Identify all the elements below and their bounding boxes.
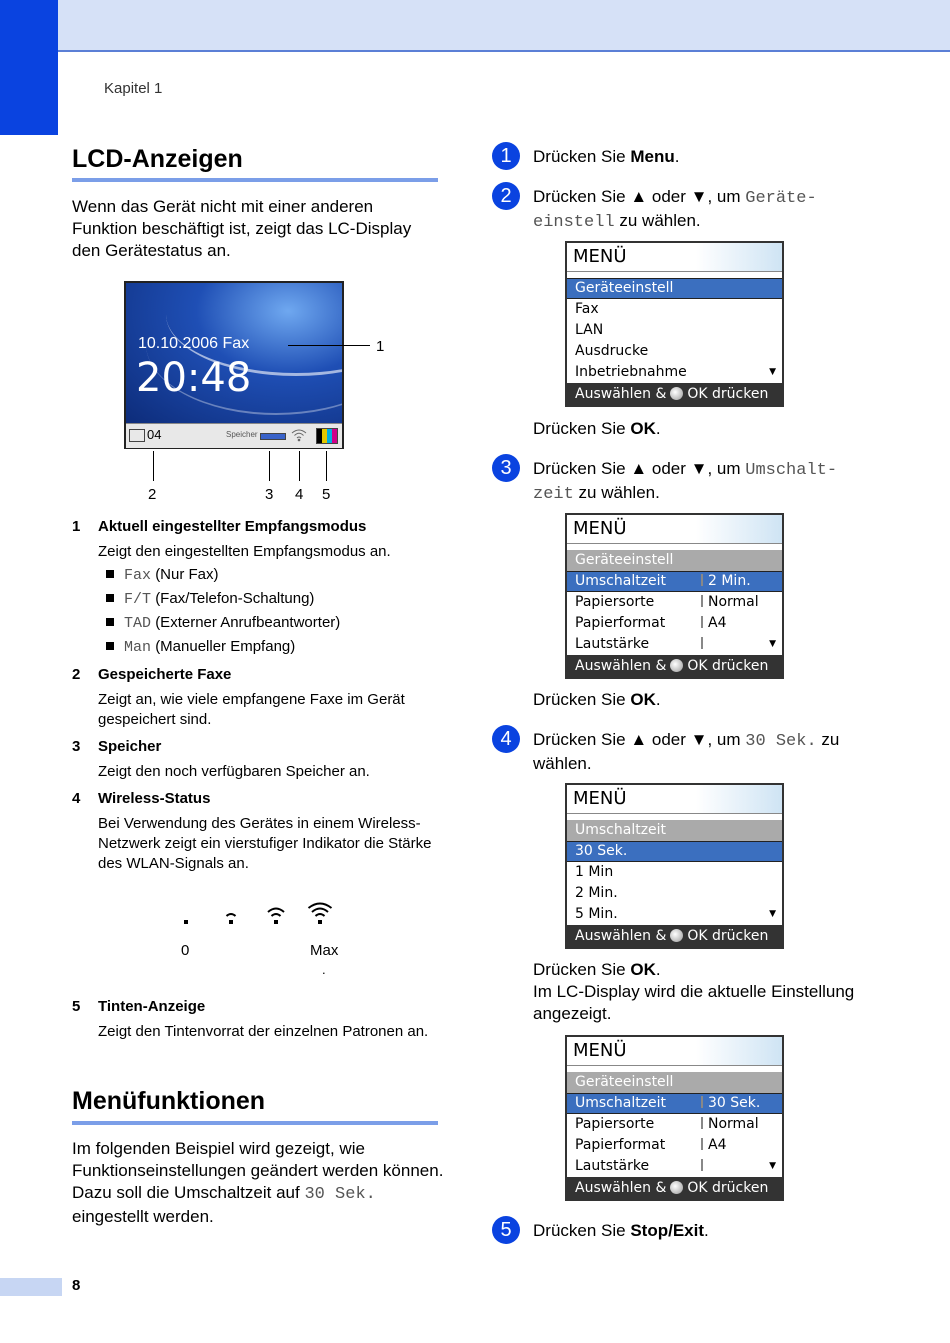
item-title: Speicher — [98, 738, 162, 755]
item-title: Wireless-Status — [98, 790, 211, 807]
lcd-menu-row: Inbetriebnahme ▼ — [567, 362, 782, 383]
lcd-footer: Auswählen & OK drücken — [567, 925, 782, 947]
callout-2: 2 — [148, 486, 157, 503]
callout-3: 3 — [265, 486, 274, 503]
lcd-footer: Auswählen & OK drücken — [567, 383, 782, 405]
lcd-menu-title: MENÜ — [567, 1037, 782, 1066]
scroll-down-icon: ▼ — [769, 639, 776, 649]
press-ok-1: Drücken Sie OK. — [533, 419, 661, 438]
section-title-menu: Menüfunktionen — [72, 1087, 266, 1115]
section-title-lcd: LCD-Anzeigen — [72, 145, 243, 173]
lcd-menu-heading: Geräteeinstell — [567, 550, 782, 571]
lcd-menu-row: Ausdrucke — [575, 343, 649, 359]
item-number: 1 — [72, 518, 81, 535]
item-number: 4 — [72, 790, 81, 807]
lcd-intro: Wenn das Gerät nicht mit einer anderen Funktion beschäftigt ist, zeigt das LC-Display den Gerätestatus an. — [72, 197, 412, 260]
item-number: 2 — [72, 666, 81, 683]
lcd-display — [124, 281, 344, 449]
lcd-menu-row: 2 Min. — [575, 885, 618, 901]
title-rule — [72, 1121, 438, 1125]
item-title: Aktuell eingestellter Empfangsmodus — [98, 518, 367, 535]
lcd-menu-row: Papiersorte Normal — [567, 592, 782, 613]
lcd-date-mode: 10.10.2006 Fax — [138, 335, 250, 352]
memory-label: Speicher — [226, 430, 258, 439]
item-desc: Zeigt den Tintenvorrat der einzelnen Patronen an. — [98, 1023, 429, 1040]
ink-icon — [316, 428, 338, 444]
lcd-menu-row-selected: 30 Sek. — [567, 841, 782, 862]
step-5-text: Drücken Sie Stop/Exit. — [533, 1221, 709, 1240]
current-setting-note: Im LC-Display wird die aktuelle Einstellung angezeigt. — [533, 982, 855, 1023]
bullet-man: Man (Manueller Empfang) — [106, 638, 295, 656]
item-title: Gespeicherte Faxe — [98, 666, 232, 683]
lcd-footer: Auswählen & OK drücken — [567, 655, 782, 677]
ok-button-icon — [670, 1181, 683, 1194]
scroll-down-icon: ▼ — [769, 909, 776, 919]
step-number-3: 3 — [492, 454, 520, 482]
step-number-2: 2 — [492, 182, 520, 210]
page-number: 8 — [72, 1277, 81, 1294]
lcd-menu-row: Papierformat A4 — [567, 1135, 782, 1156]
chapter-tab — [0, 0, 58, 135]
page-number-bar — [0, 1278, 62, 1296]
scroll-down-icon: ▼ — [769, 1161, 776, 1171]
lcd-wallpaper — [126, 283, 342, 423]
lcd-menu-row: LAN — [575, 322, 604, 338]
signal-dot: . — [322, 962, 326, 977]
lcd-menu-screen-3 — [565, 783, 784, 949]
item-desc: Bei Verwendung des Gerätes in einem Wireless-Netzwerk zeigt ein vierstufiger Indikator die Stärke des WLAN-Signals an. — [98, 815, 432, 872]
lcd-status-bar — [126, 423, 342, 448]
item-desc: Zeigt den eingestellten Empfangsmodus an. — [98, 543, 391, 560]
item-title: Tinten-Anzeige — [98, 998, 206, 1015]
step-4-text: Drücken Sie ▲ oder ▼, um 30 Sek. zu wählen. — [533, 730, 840, 773]
signal-level-icons — [178, 900, 348, 933]
ok-button-icon — [670, 387, 683, 400]
item-number: 3 — [72, 738, 81, 755]
menu-intro: Im folgenden Beispiel wird gezeigt, wie Funktionseinstellungen geändert werden können. Dazu soll die Umschaltzeit auf 30 Sek. eingestellt werden. — [72, 1139, 444, 1226]
callout-1: 1 — [376, 338, 385, 355]
callout-line-2 — [153, 451, 154, 481]
item-desc: Zeigt an, wie viele empfangene Faxe im Gerät gespeichert sind. — [98, 691, 405, 728]
step-number-4: 4 — [492, 725, 520, 753]
lcd-menu-screen-1 — [565, 241, 784, 407]
scroll-down-icon: ▼ — [769, 367, 776, 377]
lcd-menu-row: Lautstärke ▼ — [567, 1156, 782, 1177]
header-bar — [58, 0, 950, 52]
callout-line-1 — [288, 345, 370, 346]
memory-bar-icon — [260, 433, 286, 440]
step-1-text: Drücken Sie Menu. — [533, 147, 680, 166]
lcd-menu-row: 1 Min — [575, 864, 614, 880]
lcd-footer: Auswählen & OK drücken — [567, 1177, 782, 1199]
step-number-1: 1 — [492, 142, 520, 170]
lcd-menu-row: 5 Min. ▼ — [567, 904, 782, 925]
lcd-menu-row: Lautstärke ▼ — [567, 634, 782, 655]
lcd-menu-screen-4 — [565, 1035, 784, 1201]
press-ok-3: Drücken Sie OK. — [533, 960, 661, 979]
callout-line-4 — [299, 451, 300, 481]
title-rule — [72, 178, 438, 182]
lcd-menu-row: Fax — [575, 301, 599, 317]
step-number-5: 5 — [492, 1216, 520, 1244]
fax-memory-icon — [129, 429, 145, 442]
signal-min-label: 0 — [181, 942, 190, 959]
lcd-menu-title: MENÜ — [567, 785, 782, 814]
lcd-menu-row-selected: Geräteeinstell — [567, 278, 782, 299]
step-3-text: Drücken Sie ▲ oder ▼, um Umschalt-zeit zu wählen. — [533, 459, 838, 504]
signal-max-label: Max — [310, 942, 339, 959]
lcd-menu-row-selected: Umschaltzeit 30 Sek. — [567, 1093, 782, 1114]
press-ok-2: Drücken Sie OK. — [533, 690, 661, 709]
callout-4: 4 — [295, 486, 304, 503]
callout-line-3 — [269, 451, 270, 481]
wireless-icon — [291, 428, 307, 445]
item-number: 5 — [72, 998, 81, 1015]
bullet-ft: F/T (Fax/Telefon-Schaltung) — [106, 590, 314, 608]
lcd-menu-heading: Geräteeinstell — [567, 1072, 782, 1093]
bullet-tad: TAD (Externer Anrufbeantworter) — [106, 614, 340, 632]
chapter-label: Kapitel 1 — [104, 80, 163, 97]
lcd-menu-screen-2 — [565, 513, 784, 679]
lcd-menu-title: MENÜ — [567, 243, 782, 272]
fax-count: 04 — [147, 427, 162, 442]
lcd-menu-row: Papierformat A4 — [567, 613, 782, 634]
lcd-menu-heading: Umschaltzeit — [567, 820, 782, 841]
callout-5: 5 — [322, 486, 331, 503]
item-desc: Zeigt den noch verfügbaren Speicher an. — [98, 763, 370, 780]
lcd-time: 20:48 — [136, 355, 252, 401]
bullet-fax: Fax (Nur Fax) — [106, 566, 219, 584]
callout-line-5 — [326, 451, 327, 481]
lcd-menu-row: Papiersorte Normal — [567, 1114, 782, 1135]
step-2-text: Drücken Sie ▲ oder ▼, um Geräte-einstell zu wählen. — [533, 187, 817, 232]
lcd-menu-title: MENÜ — [567, 515, 782, 544]
lcd-menu-row-selected: Umschaltzeit 2 Min. — [567, 571, 782, 592]
ok-button-icon — [670, 929, 683, 942]
ok-button-icon — [670, 659, 683, 672]
